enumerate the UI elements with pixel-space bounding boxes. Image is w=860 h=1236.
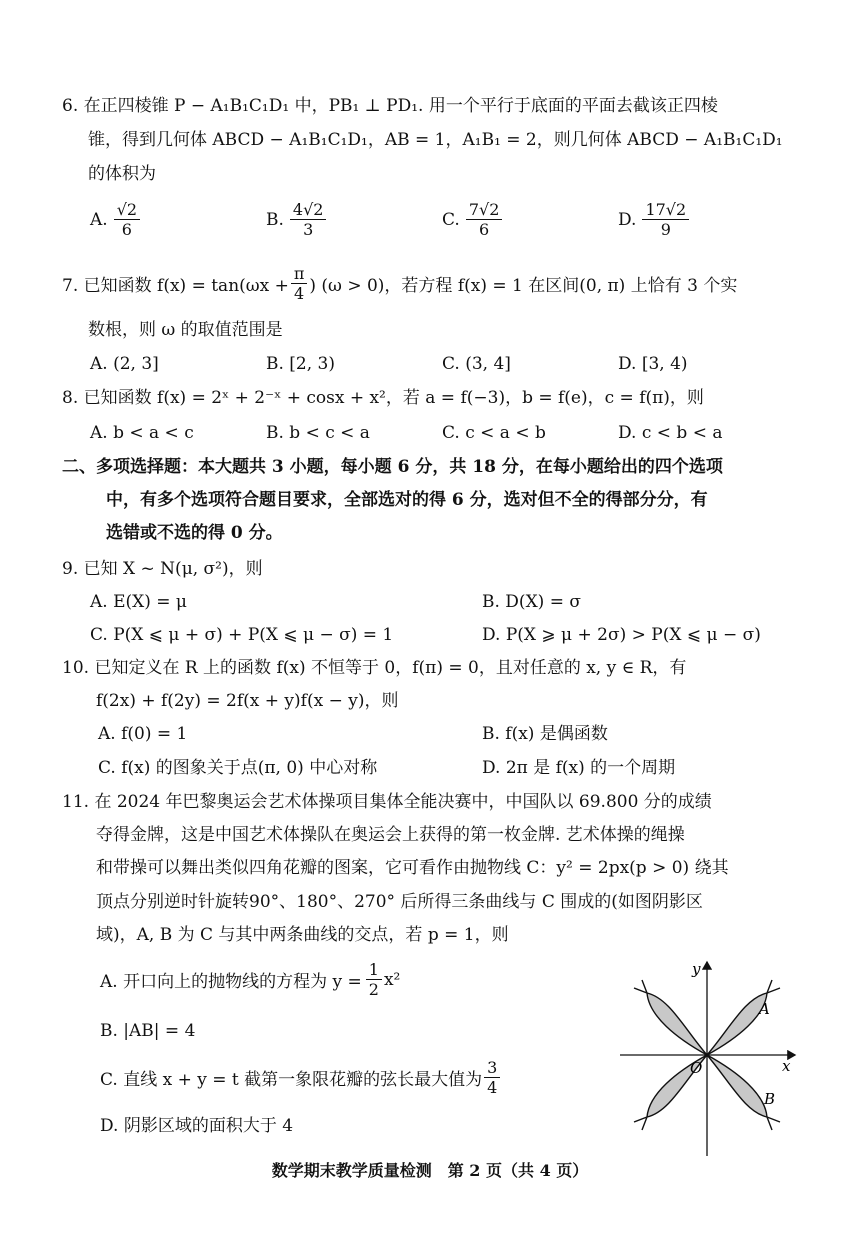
q10-line1: 10. 已知定义在 R 上的函数 f(x) 不恒等于 0，f(π) = 0，且对任意的 x, y ∈ R，有 <box>62 658 687 678</box>
q11-option-a: A. 开口向上的抛物线的方程为 y = $\frac{1}{2}$ x² <box>100 960 401 999</box>
point-b-label: B <box>764 1090 776 1108</box>
petal-quadrant-2 <box>647 993 707 1055</box>
petal-quadrant-1 <box>707 993 767 1055</box>
q6-line2: 锥，得到几何体 ABCD − A₁B₁C₁D₁，AB = 1，A₁B₁ = 2，则几何体 ABCD − A₁B₁C₁D₁ <box>88 130 783 150</box>
q7-option-b: B. [2, 3) <box>266 354 336 374</box>
section2-line1: 二、多项选择题：本大题共 3 小题，每小题 6 分，共 18 分，在每小题给出的四个选项 <box>62 457 723 477</box>
q7-option-d: D. [3, 4) <box>618 354 688 374</box>
y-axis-label: y <box>692 960 701 978</box>
q9-line1: 9. 已知 X ~ N(μ, σ²)，则 <box>62 559 263 579</box>
q7-option-a: A. (2, 3] <box>90 354 159 374</box>
petal-figure <box>620 958 800 1158</box>
q9-option-c: C. P(X ⩽ μ + σ) + P(X ⩽ μ − σ) = 1 <box>90 625 394 645</box>
q10-line2: f(2x) + f(2y) = 2f(x + y)f(x − y)，则 <box>96 691 399 711</box>
q8-option-a: A. b < a < c <box>90 423 194 443</box>
origin-label: O <box>690 1059 703 1077</box>
q11-option-d: D. 阴影区域的面积大于 4 <box>100 1116 294 1136</box>
q6-line3: 的体积为 <box>88 164 156 184</box>
q8-line1: 8. 已知函数 f(x) = 2ˣ + 2⁻ˣ + cosx + x²，若 a = f(−3)，b = f(e)，c = f(π)，则 <box>62 388 704 408</box>
q11-option-b: B. |AB| = 4 <box>100 1021 196 1041</box>
q6-option-c: C. $\frac{7√2}{6}$ <box>442 200 502 239</box>
q6-option-a: A. $\frac{√2}{6}$ <box>90 200 140 239</box>
q11-line4: 顶点分别逆时针旋转90°、180°、270° 后所得三条曲线与 C 围成的(如图阴影区 <box>96 892 703 912</box>
q10-option-a: A. f(0) = 1 <box>98 724 188 744</box>
q11-line3: 和带操可以舞出类似四角花瓣的图案，它可看作由抛物线 C：y² = 2px(p > 0) 绕其 <box>96 858 729 878</box>
q11-line1: 11. 在 2024 年巴黎奥运会艺术体操项目集体全能决赛中，中国队以 69.800 分的成绩 <box>62 792 712 812</box>
q6-line1: 6. 在正四棱锥 P − A₁B₁C₁D₁ 中，PB₁ ⊥ PD₁. 用一个平行于底面的平面去截该正四棱 <box>62 96 718 116</box>
q8-option-d: D. c < b < a <box>618 423 723 443</box>
point-a-label: A <box>759 1000 770 1018</box>
q7-line2: 数根，则 ω 的取值范围是 <box>88 320 283 340</box>
q6-option-d: D. $\frac{17√2}{9}$ <box>618 200 689 239</box>
petal-quadrant-4 <box>707 1055 767 1117</box>
x-axis-label: x <box>782 1057 791 1075</box>
q9-option-d: D. P(X ⩾ μ + 2σ) > P(X ⩽ μ − σ) <box>482 625 761 645</box>
q10-option-c: C. f(x) 的图象关于点(π, 0) 中心对称 <box>98 758 378 778</box>
q10-option-b: B. f(x) 是偶函数 <box>482 724 608 744</box>
q7-option-c: C. (3, 4] <box>442 354 511 374</box>
q11-line2: 夺得金牌，这是中国艺术体操队在奥运会上获得的第一枚金牌. 艺术体操的绳操 <box>96 825 685 845</box>
q9-option-a: A. E(X) = μ <box>90 592 187 612</box>
section2-line2: 中，有多个选项符合题目要求，全部选对的得 6 分，选对但不全的得部分分，有 <box>106 490 708 510</box>
q6-option-b: B. $\frac{4√2}{3}$ <box>266 200 326 239</box>
section2-line3: 选错或不选的得 0 分。 <box>106 523 283 543</box>
q11-line5: 域)，A, B 为 C 与其中两条曲线的交点，若 p = 1，则 <box>96 925 509 945</box>
page-footer: 数学期末教学质量检测 第 2 页（共 4 页） <box>271 1161 589 1180</box>
q8-option-b: B. b < c < a <box>266 423 370 443</box>
q10-option-d: D. 2π 是 f(x) 的一个周期 <box>482 758 676 778</box>
q8-option-c: C. c < a < b <box>442 423 546 443</box>
q7-line1: 7. 已知函数 f(x) = tan(ωx + $\frac{\pi}{4}$ ) (ω > 0)，若方程 f(x) = 1 在区间(0, π) 上恰有 3 个实 <box>62 264 738 303</box>
q11-option-c: C. 直线 x + y = t 截第一象限花瓣的弦长最大值为 $\frac{3}{4}$ <box>100 1058 500 1097</box>
q9-option-b: B. D(X) = σ <box>482 592 581 612</box>
